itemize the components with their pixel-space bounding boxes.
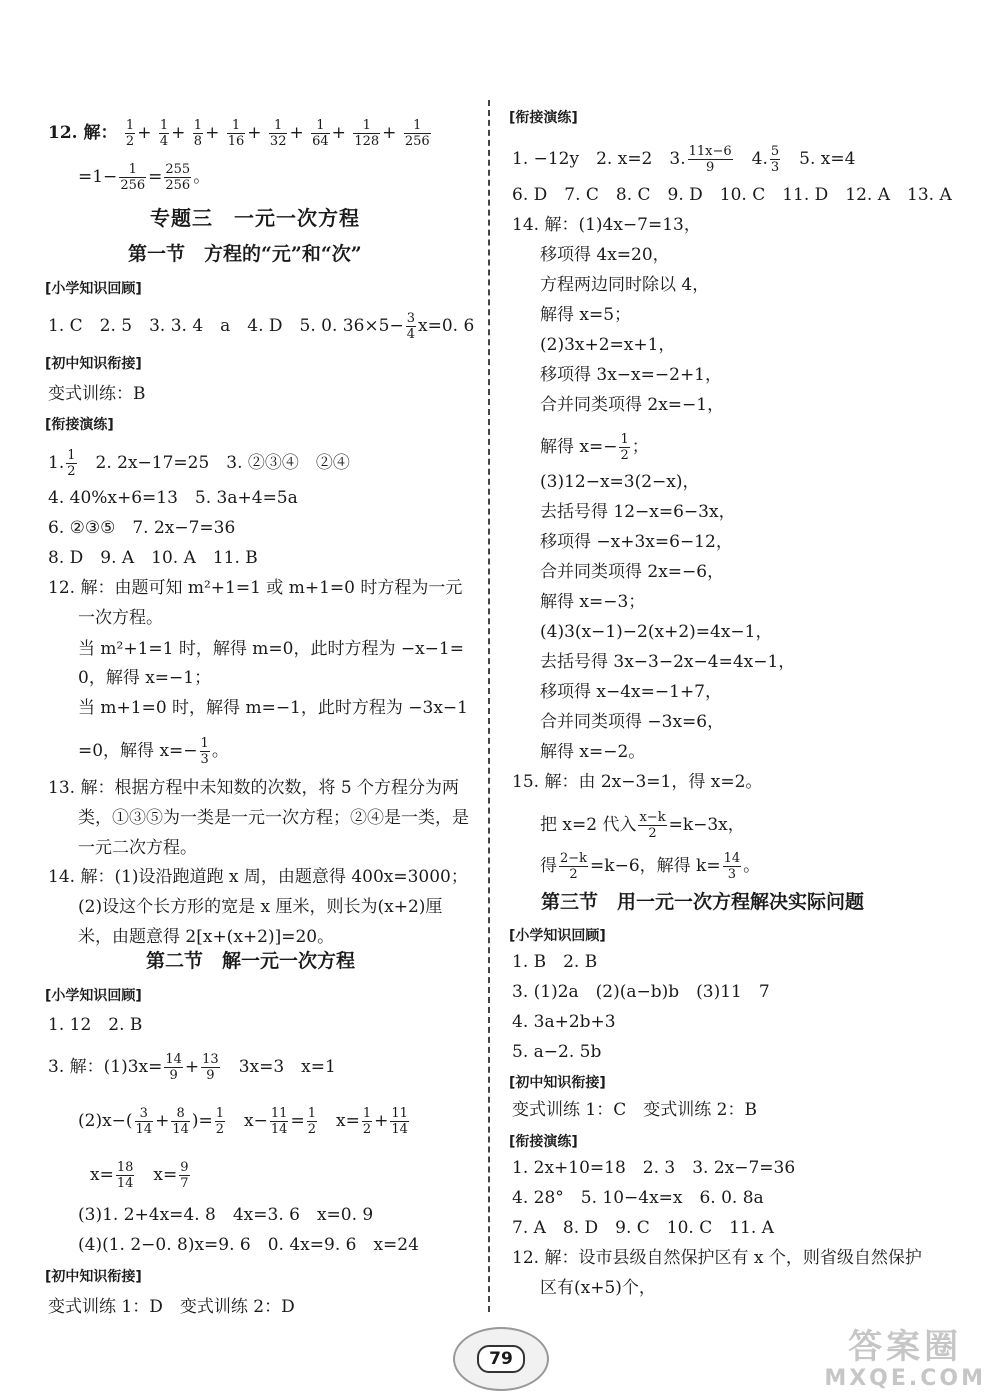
tag-practice: [衔接演练] <box>509 110 578 126</box>
q12-solution-line: 区有(x+5)个， <box>540 1278 656 1298</box>
q14-solution-line: 去括号得 12−x=6−3x， <box>540 502 736 522</box>
q12-solution-line: =0，解得 x=− $\frac{1}{3}$ 。 <box>78 736 229 767</box>
q3-solution-line: x= $\frac{18}{14}$ x= $\frac{9}{7}$ <box>90 1160 189 1191</box>
q12-solution-line: 当 m+1=0 时，解得 m=−1，此时方程为 −3x−1 <box>78 698 468 718</box>
fraction: $\frac{14}{9}$ <box>165 1052 182 1083</box>
q12-solution-line: 12. 解：设市县级自然保护区有 x 个，则省级自然保护 <box>512 1248 922 1268</box>
fraction: $\frac{13}{9}$ <box>202 1052 219 1083</box>
q12-solution-line: 当 m²+1=1 时，解得 m=0，此时方程为 −x−1= <box>78 639 464 659</box>
fraction: $\frac{1}{256}$ <box>120 162 146 193</box>
answer-line: 4. 3a+2b+3 <box>512 1012 616 1032</box>
q14-solution-line: 解得 x=− $\frac{1}{2}$ ； <box>540 432 649 463</box>
tag-practice: [衔接演练] <box>45 417 114 433</box>
q14-solution-line: 移项得 −x+3x=6−12， <box>540 532 733 552</box>
answer-line: 7. A 8. D 9. C 10. C 11. A <box>512 1218 774 1238</box>
answer-line: 1. 2x+10=18 2. 3 3. 2x−7=36 <box>512 1158 796 1178</box>
q14-solution-line: (4)3(x−1)−2(x+2)=4x−1， <box>540 622 773 642</box>
q14-solution-line: (3)12−x=3(2−x)， <box>540 472 700 492</box>
fraction: $\frac{1}{8}$ <box>193 118 203 149</box>
section-3-title: 第三节 用一元一次方程解决实际问题 <box>541 891 865 913</box>
fraction: $\frac{14}{3}$ <box>723 851 741 882</box>
fraction: $\frac{1}{3}$ <box>200 736 209 767</box>
fraction: $\frac{1}{4}$ <box>159 118 169 149</box>
watermark-logo <box>824 1327 986 1391</box>
fraction: $\frac{18}{14}$ <box>116 1160 134 1191</box>
fraction: $\frac{8}{14}$ <box>172 1106 189 1137</box>
q12-solution-line: 12. 解：由题可知 m²+1=1 或 m+1=0 时方程为一元 <box>48 578 463 598</box>
fraction: $\frac{1}{2}$ <box>67 448 76 479</box>
q14-solution-line: 米，由题意得 2[x+(x+2)]=20。 <box>78 927 335 947</box>
fraction: $\frac{1}{256}$ <box>404 118 430 149</box>
fraction: $\frac{5}{3}$ <box>770 144 780 175</box>
section-1-title: 第一节 方程的“元”和“次” <box>128 243 362 265</box>
answer-line: 5. a−2. 5b <box>512 1042 602 1062</box>
q14-solution-line: 合并同类项得 −3x=6， <box>540 712 725 732</box>
fraction: $\frac{1}{128}$ <box>354 118 380 149</box>
q15-solution-line: 得 $\frac{2-k}{2}$ =k−6，解得 k= $\frac{14}{3}$ 。 <box>540 851 761 882</box>
variant-training: 变式训练 1：C 变式训练 2：B <box>512 1100 757 1120</box>
fraction: $\frac{1}{2}$ <box>215 1106 225 1137</box>
q3-solution-line: (3)1. 2+4x=4. 8 4x=3. 6 x=0. 9 <box>78 1205 374 1225</box>
answer-line: 6. ②③⑤ 7. 2x−7=36 <box>48 518 236 538</box>
tag-primary-review: [小学知识回顾] <box>509 928 606 944</box>
q3-solution-line: (4)(1. 2−0. 8)x=9. 6 0. 4x=9. 6 x=24 <box>78 1235 419 1255</box>
answer-line: 1. $\frac{1}{2}$ 2. 2x−17=25 3. ②③④ ②④ <box>48 448 350 479</box>
q14-solution-line: 14. 解：(1)4x−7=13， <box>512 215 701 235</box>
q14-solution-line: 移项得 x−4x=−1+7， <box>540 682 723 702</box>
q3-solution-line: (2)x−( $\frac{3}{14}$ + $\frac{8}{14}$ )= $\frac{1}{2}$ x− $\frac{11}{14}$ = $\frac{1}{2}$ x= $\frac{1}{2}$ + $\frac{11}{14}$ <box>78 1106 408 1137</box>
variant-training: 变式训练 1：D 变式训练 2：D <box>48 1297 295 1317</box>
q12-result-line: =1− $\frac{1}{256}$ = $\frac{255}{256}$ 。 <box>78 162 211 193</box>
tag-primary-review: [小学知识回顾] <box>45 988 142 1004</box>
fraction: $\frac{11x-6}{9}$ <box>688 144 732 175</box>
q14-solution-line: 移项得 3x−x=−2+1， <box>540 365 723 385</box>
q14-solution-line: 14. 解：(1)设沿跑道跑 x 周，由题意得 400x=3000； <box>48 867 468 887</box>
q12-solution-line: 一次方程。 <box>78 608 163 628</box>
q13-solution-line: 一元二次方程。 <box>78 838 197 858</box>
watermark-text: 答案圈 <box>848 1327 963 1367</box>
q14-solution-line: (2)设这个长方形的宽是 x 厘米，则长为(x+2)厘 <box>78 897 443 917</box>
fraction: $\frac{255}{256}$ <box>165 162 191 193</box>
q13-solution-line: 13. 解：根据方程中未知数的次数，将 5 个方程分为两 <box>48 778 460 798</box>
fraction: $\frac{1}{32}$ <box>269 118 287 149</box>
q14-solution-line: 合并同类项得 2x=−1， <box>540 395 725 415</box>
answer-line: 8. D 9. A 10. A 11. B <box>48 548 258 568</box>
q15-solution-line: 15. 解：由 2x−3=1，得 x=2。 <box>512 772 763 792</box>
answer-line: 4. 28° 5. 10−4x=x 6. 0. 8a <box>512 1188 764 1208</box>
page-number-badge <box>453 1327 549 1391</box>
fraction: $\frac{2-k}{2}$ <box>560 851 588 882</box>
fraction: $\frac{3}{14}$ <box>135 1106 153 1137</box>
fraction: $\frac{3}{4}$ <box>406 311 415 342</box>
q14-solution-line: 合并同类项得 2x=−6， <box>540 562 725 582</box>
q12-sum-line: 12. 解： $\frac{1}{2}$ + $\frac{1}{4}$ + $\frac{1}{8}$ + $\frac{1}{16}$ + $\frac{1}{32}$ + $\frac{1}{64}$ + $\frac{1}{128}$ + $\frac{1}{256}$ <box>48 118 430 149</box>
tag-practice: [衔接演练] <box>509 1134 578 1150</box>
q13-solution-line: 类，①③⑤为一类是一元一次方程；②④是一类，是 <box>78 808 469 828</box>
fraction: $\frac{11}{14}$ <box>391 1106 408 1137</box>
topic-title: 专题三 一元一次方程 <box>150 206 360 230</box>
fraction: $\frac{9}{7}$ <box>180 1160 189 1191</box>
q15-solution-line: 把 x=2 代入 $\frac{x-k}{2}$ =k−3x， <box>540 810 745 841</box>
answer-line: 3. (1)2a (2)(a−b)b (3)11 7 <box>512 982 770 1002</box>
fraction: $\frac{1}{2}$ <box>307 1106 316 1137</box>
tag-primary-review: [小学知识回顾] <box>45 281 142 297</box>
answer-line: 1. 12 2. B <box>48 1015 143 1035</box>
q14-solution-line: 解得 x=−2。 <box>540 742 646 762</box>
page-number: 79 <box>477 1345 525 1373</box>
watermark-url: MXQE.COM <box>824 1366 986 1391</box>
fraction: $\frac{11}{14}$ <box>270 1106 288 1137</box>
q14-solution-line: 去括号得 3x−3−2x−4=4x−1， <box>540 652 796 672</box>
answer-line: 4. 40%x+6=13 5. 3a+4=5a <box>48 488 298 508</box>
q14-solution-line: 移项得 4x=20， <box>540 245 670 265</box>
answer-line: 1. C 2. 5 3. 3. 4 a 4. D 5. 0. 36×5− $\frac{3}{4}$ x=0. 6 <box>48 311 475 342</box>
q12-solution-line: 0，解得 x=−1； <box>78 668 212 688</box>
section-2-title: 第二节 解一元一次方程 <box>146 950 356 972</box>
q3-solution-line: 3. 解：(1)3x= $\frac{14}{9}$ + $\frac{13}{9}$ 3x=3 x=1 <box>48 1052 336 1083</box>
tag-junior-link: [初中知识衔接] <box>509 1075 606 1091</box>
fraction: $\frac{1}{2}$ <box>125 118 135 149</box>
answer-line: 1. −12y 2. x=2 3. $\frac{11x-6}{9}$ 4. $\frac{5}{3}$ 5. x=4 <box>512 144 856 175</box>
fraction: $\frac{1}{64}$ <box>312 118 329 149</box>
q14-solution-line: 方程两边同时除以 4， <box>540 275 710 295</box>
q14-solution-line: 解得 x=5； <box>540 305 632 325</box>
tag-junior-link: [初中知识衔接] <box>45 356 142 372</box>
fraction: $\frac{1}{16}$ <box>227 118 245 149</box>
answer-line: 6. D 7. C 8. C 9. D 10. C 11. D 12. A 13. A <box>512 185 952 205</box>
fraction: $\frac{1}{2}$ <box>620 432 629 463</box>
tag-junior-link: [初中知识衔接] <box>45 1269 142 1285</box>
q14-solution-line: (2)3x+2=x+1， <box>540 335 676 355</box>
answer-line: 1. B 2. B <box>512 952 598 972</box>
variant-training: 变式训练：B <box>48 384 146 404</box>
fraction: $\frac{x-k}{2}$ <box>639 810 666 841</box>
q14-solution-line: 解得 x=−3； <box>540 592 646 612</box>
fraction: $\frac{1}{2}$ <box>362 1106 372 1137</box>
column-divider <box>488 100 490 1312</box>
